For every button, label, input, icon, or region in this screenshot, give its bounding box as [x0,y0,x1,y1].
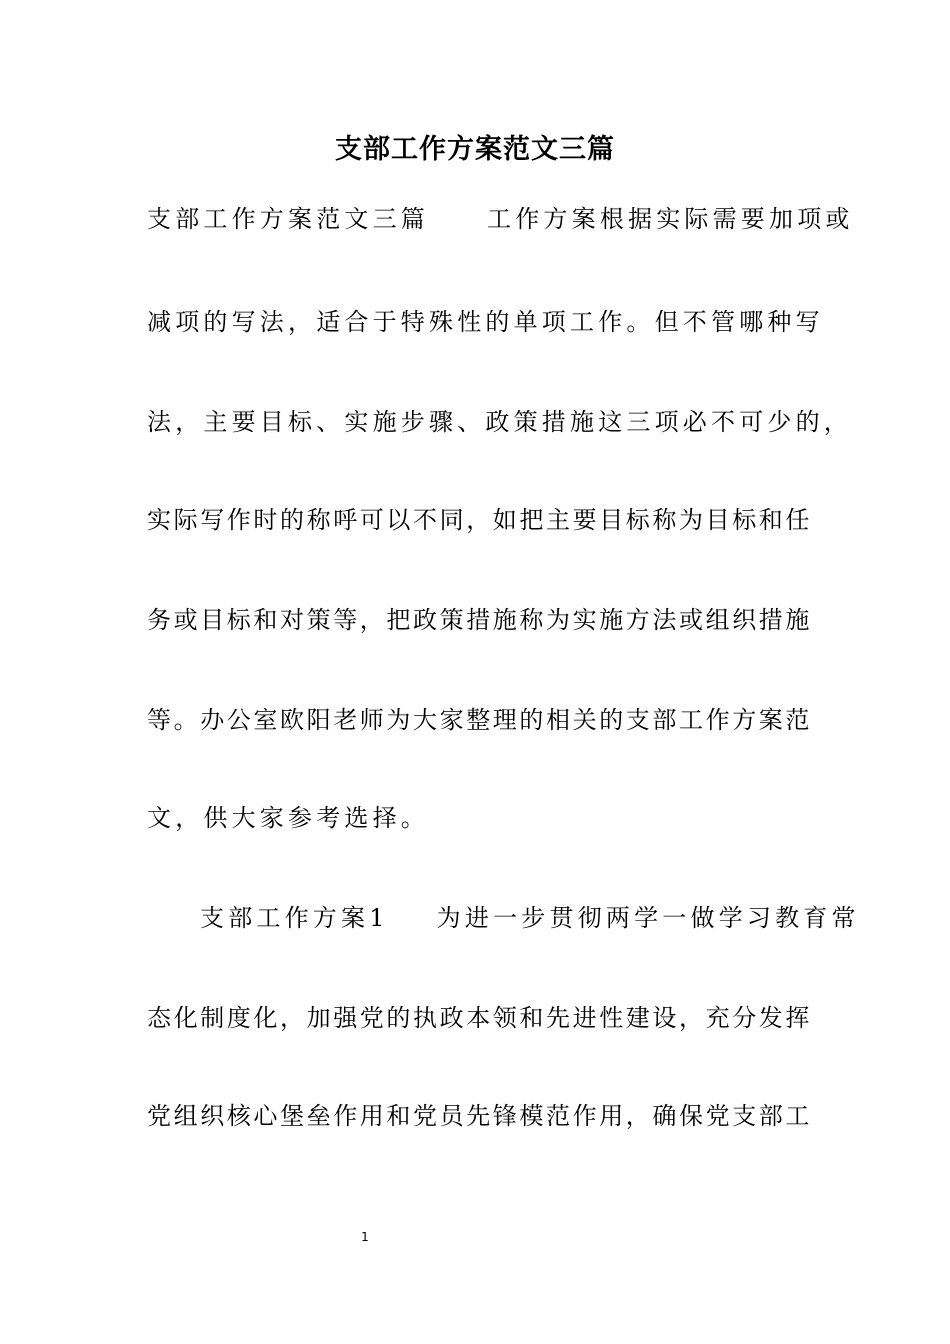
section-heading: 支部工作方案1 [200,904,389,932]
body-line-3: 法，主要目标、实施步骤、政策措施这三项必不可少的， [147,408,852,436]
body-line-2: 减项的写法，适合于特殊性的单项工作。但不管哪种写 [147,308,824,336]
intro-heading: 支部工作方案范文三篇 [147,205,429,233]
body-line-1 [147,199,854,239]
section-text: 为进一步贯彻两学一做学习教育常 [436,904,860,932]
page-title: 支部工作方案范文三篇 [335,134,615,165]
body-line-10: 党组织核心堡垒作用和党员先锋模范作用，确保党支部工 [147,1102,812,1130]
body-line-8 [147,898,860,938]
body-line-7: 文，供大家参考选择。 [147,804,429,832]
intro-text: 工作方案根据实际需要加项或 [487,205,854,233]
page-number: 1 [361,1230,369,1244]
body-line-9: 态化制度化，加强党的执政本领和先进性建设，充分发挥 [147,1004,812,1032]
body-line-5: 务或目标和对策等，把政策措施称为实施方法或组织措施 [147,606,812,634]
body-line-6: 等。办公室欧阳老师为大家整理的相关的支部工作方案范 [147,706,812,734]
body-line-4: 实际写作时的称呼可以不同，如把主要目标称为目标和任 [147,506,812,534]
